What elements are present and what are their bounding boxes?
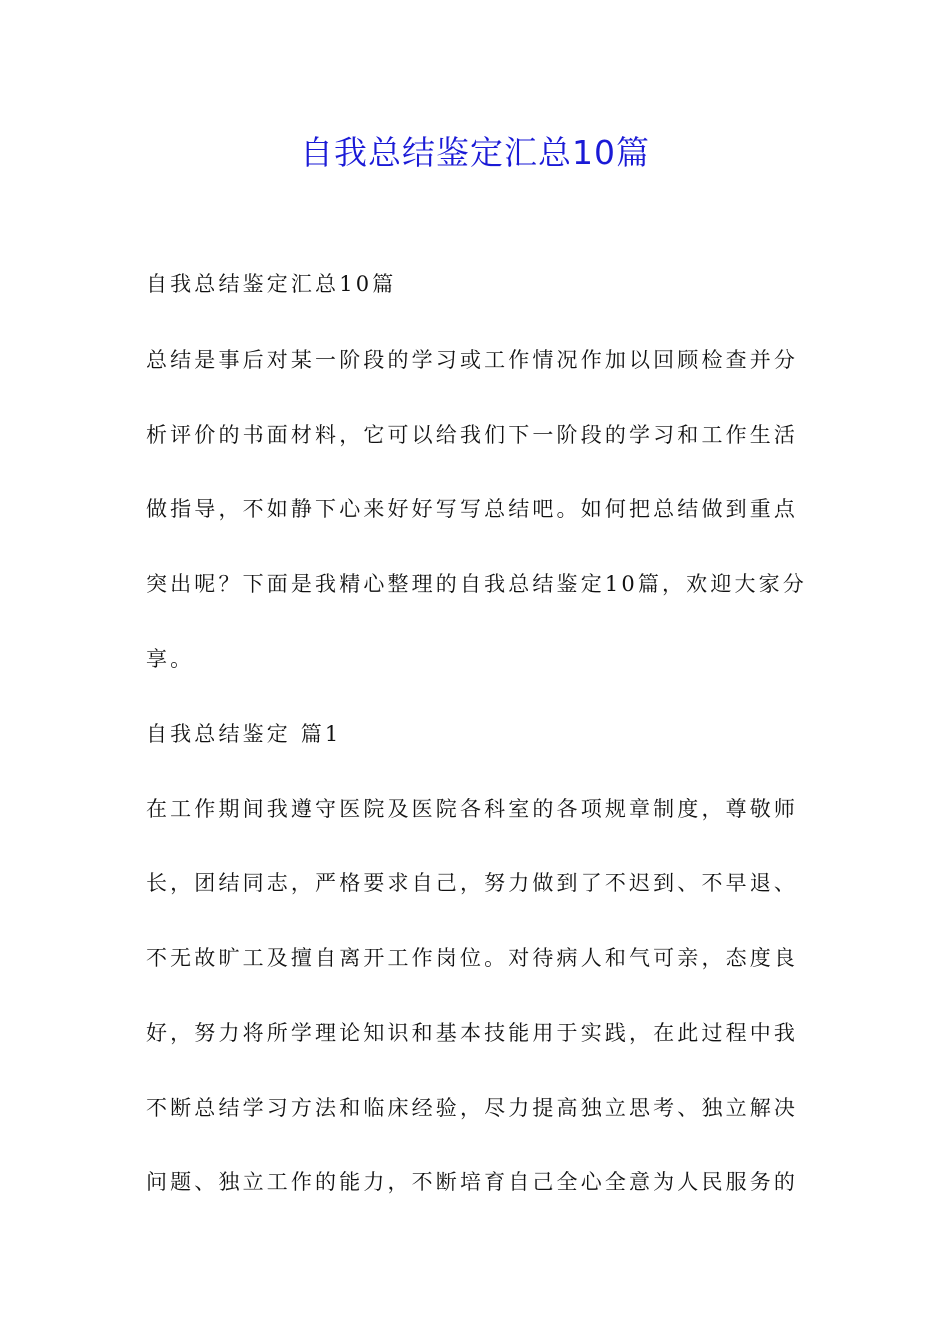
section-line: 在工作期间我遵守医院及医院各科室的各项规章制度，尊敬师 bbox=[146, 797, 799, 821]
section-line: 不断总结学习方法和临床经验，尽力提高独立思考、独立解决 bbox=[146, 1096, 799, 1120]
intro-line: 总结是事后对某一阶段的学习或工作情况作加以回顾检查并分 bbox=[146, 348, 799, 372]
intro-line: 突出呢？下面是我精心整理的自我总结鉴定10篇，欢迎大家分 bbox=[146, 572, 807, 596]
section-line: 不无故旷工及擅自离开工作岗位。对待病人和气可亲，态度良 bbox=[146, 946, 799, 970]
intro-line: 做指导，不如静下心来好好写写总结吧。如何把总结做到重点 bbox=[146, 497, 799, 521]
section-line: 问题、独立工作的能力，不断培育自己全心全意为人民服务的 bbox=[146, 1170, 799, 1194]
document-subtitle: 自我总结鉴定汇总10篇 bbox=[146, 272, 397, 296]
section-line: 好，努力将所学理论知识和基本技能用于实践，在此过程中我 bbox=[146, 1021, 799, 1045]
document-title: 自我总结鉴定汇总10篇 bbox=[300, 133, 650, 172]
intro-line: 析评价的书面材料，它可以给我们下一阶段的学习和工作生活 bbox=[146, 423, 799, 447]
intro-line: 享。 bbox=[146, 647, 195, 671]
section-heading: 自我总结鉴定 篇1 bbox=[146, 722, 342, 746]
section-line: 长，团结同志，严格要求自己，努力做到了不迟到、不早退、 bbox=[146, 871, 799, 895]
